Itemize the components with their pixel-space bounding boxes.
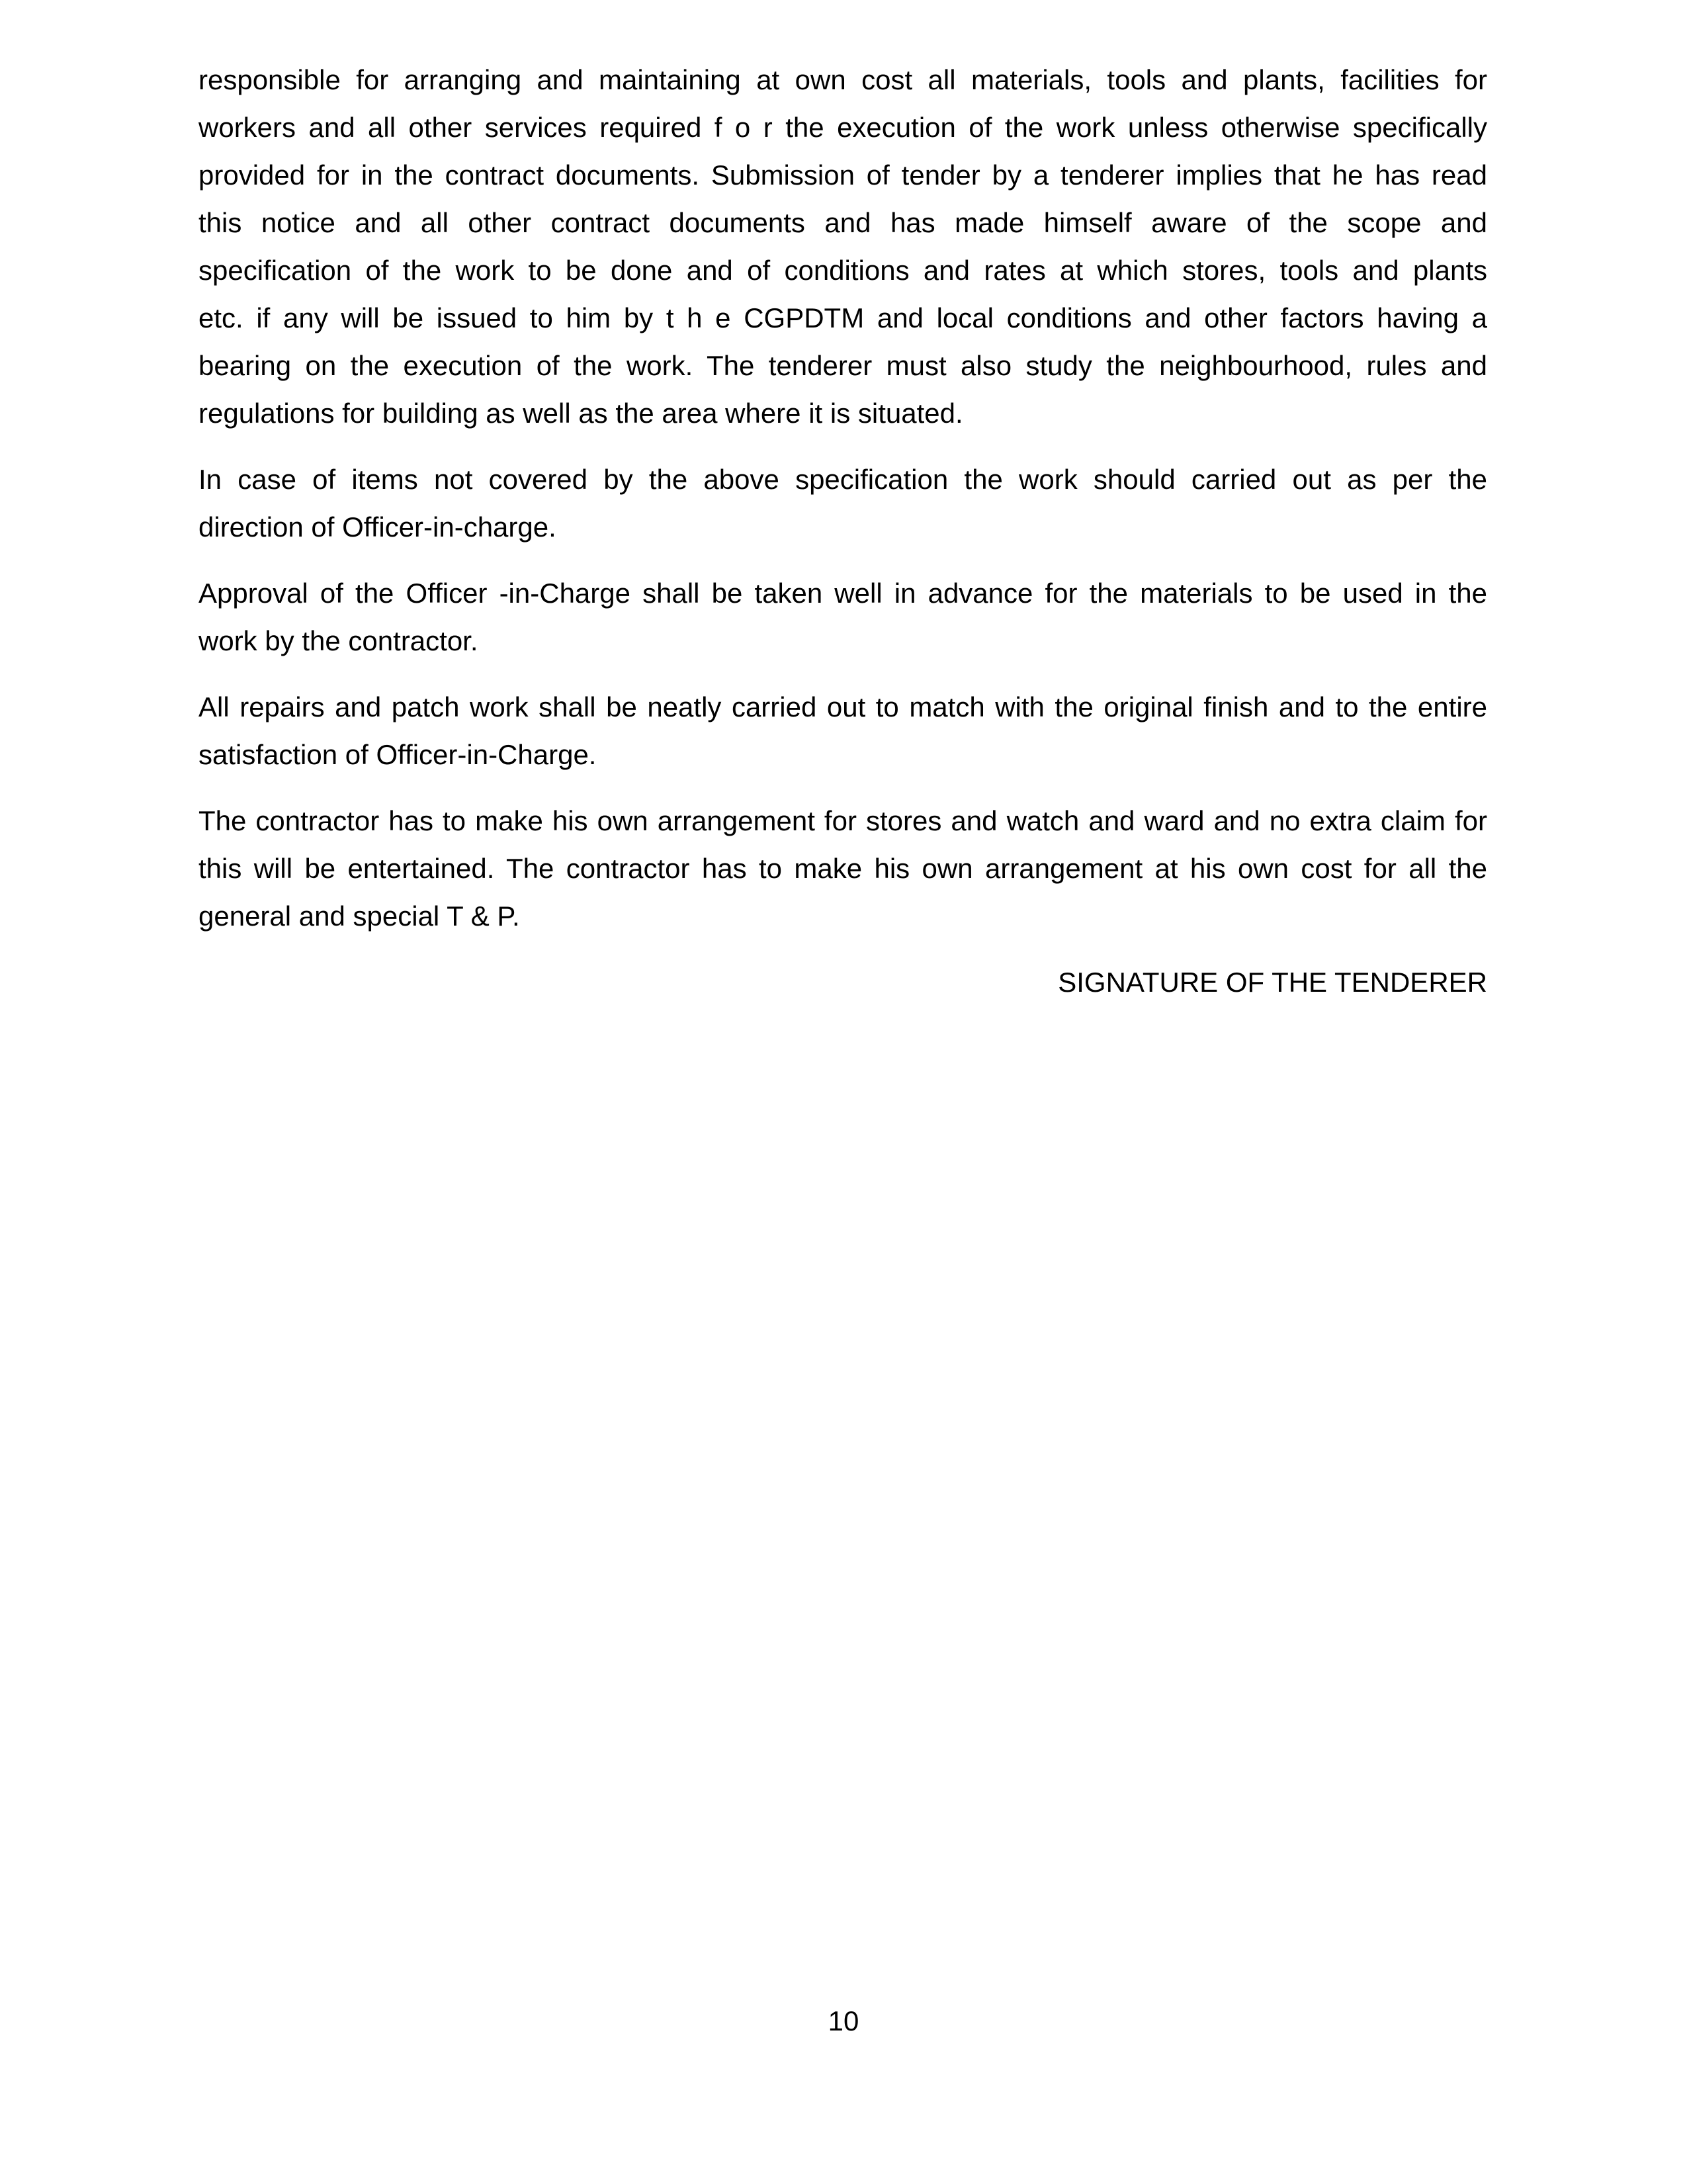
text-line: this will be entertained. The contractor has to make his own arrangement at his own cost for all the — [198, 853, 1487, 884]
paragraph — [198, 456, 1487, 551]
text-line: All repairs and patch work shall be neatly carried out to match with the original finish and to the entire — [198, 691, 1487, 722]
text-line: specification of the work to be done and of conditions and rates at which stores, tools and plants — [198, 255, 1487, 286]
text-line: In case of items not covered by the above specification the work should carried out as per the — [198, 464, 1487, 495]
text-line: workers and all other services required f o r the execution of the work unless otherwise specifically — [198, 112, 1487, 143]
body-text — [198, 56, 1487, 1006]
paragraph — [198, 570, 1487, 665]
text-line: satisfaction of Officer-in-Charge. — [198, 739, 597, 770]
text-line: work by the contractor. — [198, 625, 478, 656]
paragraph — [198, 56, 1487, 437]
signature-line: SIGNATURE OF THE TENDERER — [1058, 967, 1487, 998]
text-line: direction of Officer-in-charge. — [198, 511, 556, 543]
text-line: regulations for building as well as the area where it is situated. — [198, 398, 963, 429]
text-line: responsible for arranging and maintaining at own cost all materials, tools and plants, facilities for — [198, 64, 1487, 95]
page-number: 10 — [828, 2005, 859, 2036]
text-line: The contractor has to make his own arrangement for stores and watch and ward and no extra claim for — [198, 805, 1487, 836]
paragraph — [198, 797, 1487, 940]
paragraphs-container — [198, 56, 1487, 940]
text-line: etc. if any will be issued to him by t h e CGPDTM and local conditions and other factors having a — [198, 302, 1487, 333]
text-line: general and special T & P. — [198, 900, 520, 932]
text-line: provided for in the contract documents. Submission of tender by a tenderer implies that he has read — [198, 159, 1487, 191]
text-line: Approval of the Officer -in-Charge shall be taken well in advance for the materials to be used in the — [198, 578, 1487, 609]
paragraph — [198, 683, 1487, 779]
text-line: bearing on the execution of the work. The tenderer must also study the neighbourhood, rules and — [198, 350, 1487, 381]
text-line: this notice and all other contract documents and has made himself aware of the scope and — [198, 207, 1487, 238]
